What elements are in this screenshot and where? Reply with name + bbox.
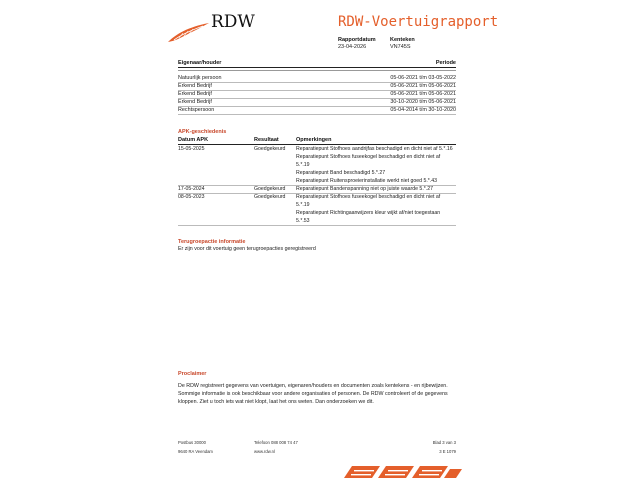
- footer-code: 3 E 1079: [439, 449, 456, 454]
- recalls-title: Terugroepactie informatie: [178, 239, 246, 245]
- owner-period: 05-06-2021 t/m 05-06-2021: [390, 91, 456, 97]
- apk-column-date: Datum APK: [178, 137, 209, 143]
- apk-remark-line: Reparatiepunt Stofhoes fuseekogel beschadigd en dicht niet af: [296, 154, 441, 160]
- apk-remarks: [296, 145, 456, 185]
- disclaimer-line: Sommige informatie is ook beschikbaar voor andere organisaties of personen. De RDW controleert of de gegevens: [178, 391, 448, 397]
- apk-remark-line: Reparatiepunt Stofhoes fuseekogel beschadigd en dicht niet af: [296, 194, 441, 200]
- owner-period: 30-10-2020 t/m 05-06-2021: [390, 99, 456, 105]
- apk-remark-line: 5.*.53: [296, 218, 310, 224]
- footer-postbus: Postbus 30000: [178, 440, 206, 445]
- owners-header-rule: [178, 67, 456, 68]
- apk-remark-line: Reparatiepunt Stofhoes aandrijfas beschadigd en dicht niet af 5.*.16: [296, 146, 453, 152]
- rapportdatum-label: Rapportdatum: [338, 37, 376, 43]
- owner-period: 05-04-2014 t/m 30-10-2020: [390, 107, 456, 113]
- owner-type: Natuurlijk persoon: [178, 75, 222, 81]
- owner-period: 05-06-2021 t/m 05-06-2021: [390, 83, 456, 89]
- disclaimer-line: kloppen. Ziet u toch iets wat niet klopt, laat het ons weten. Dan onderzoeken we dit.: [178, 399, 374, 405]
- apk-result: Goedgekeurd: [254, 186, 286, 192]
- rapportdatum-value: 23-04-2026: [338, 44, 367, 50]
- apk-remark-line: Reparatiepunt Band beschadigd 5.*.27: [296, 170, 386, 176]
- kenteken-value: VN745S: [390, 44, 411, 50]
- footer-city: 9640 RA Veendam: [178, 449, 213, 454]
- apk-date: 15-05-2025: [178, 146, 205, 152]
- decorative-stripes-graphic: [340, 463, 464, 480]
- apk-section-title: APK-geschiedenis: [178, 129, 227, 135]
- recalls-text: Er zijn voor dit voertuig geen terugroepacties geregistreerd: [178, 246, 316, 252]
- logo-text: RDW: [211, 12, 255, 32]
- apk-remarks: [296, 193, 456, 225]
- owner-row: [178, 106, 456, 115]
- apk-remark-line: 5.*.19: [296, 202, 310, 208]
- disclaimer-title: Proclaimer: [178, 371, 207, 377]
- footer-phone: Telefoon 088 008 74 47: [254, 440, 298, 445]
- owner-type: Erkend Bedrijf: [178, 99, 212, 105]
- owners-header-rule-2: [178, 70, 456, 71]
- owners-column-owner: Eigenaar/houder: [178, 60, 222, 66]
- apk-result: Goedgekeurd: [254, 194, 286, 200]
- footer-web-link[interactable]: www.rdw.nl: [254, 449, 275, 454]
- owners-column-period: Periode: [435, 60, 456, 66]
- apk-remark-line: 5.*.19: [296, 162, 310, 168]
- apk-date: 17-05-2024: [178, 186, 205, 192]
- apk-remarks: [296, 185, 456, 193]
- apk-remark-line: Reparatiepunt Richtingaanwijzers kleur wijkt af/niet toegestaan: [296, 210, 441, 216]
- report-title: RDW-Voertuigrapport: [338, 14, 499, 30]
- disclaimer-line: De RDW registreert gegevens van voertuigen, eigenaren/houders en documenten zoals kentekens - en rijbewijzen.: [178, 383, 448, 389]
- owner-type: Erkend Bedrijf: [178, 83, 212, 89]
- apk-date: 08-05-2023: [178, 194, 205, 200]
- owner-type: Rechtspersoon: [178, 107, 215, 113]
- rdw-logo-icon: [166, 22, 210, 44]
- apk-column-remarks: Opmerkingen: [296, 137, 332, 143]
- apk-remark-line: Reparatiepunt Ruitensproeierinstallatie werkt niet goed 5.*.43: [296, 178, 438, 184]
- apk-result: Goedgekeurd: [254, 146, 286, 152]
- owner-period: 05-06-2021 t/m 03-05-2022: [390, 75, 456, 81]
- footer-page-number: Blad 3 van 3: [432, 440, 456, 445]
- apk-remark-line: Reparatiepunt Bandenspanning niet op juiste waarde 5.*.27: [296, 186, 433, 192]
- apk-row: [178, 145, 456, 186]
- kenteken-label: Kenteken: [390, 37, 415, 43]
- apk-row: [178, 193, 456, 226]
- owner-type: Erkend Bedrijf: [178, 91, 212, 97]
- apk-column-result: Resultaat: [254, 137, 279, 143]
